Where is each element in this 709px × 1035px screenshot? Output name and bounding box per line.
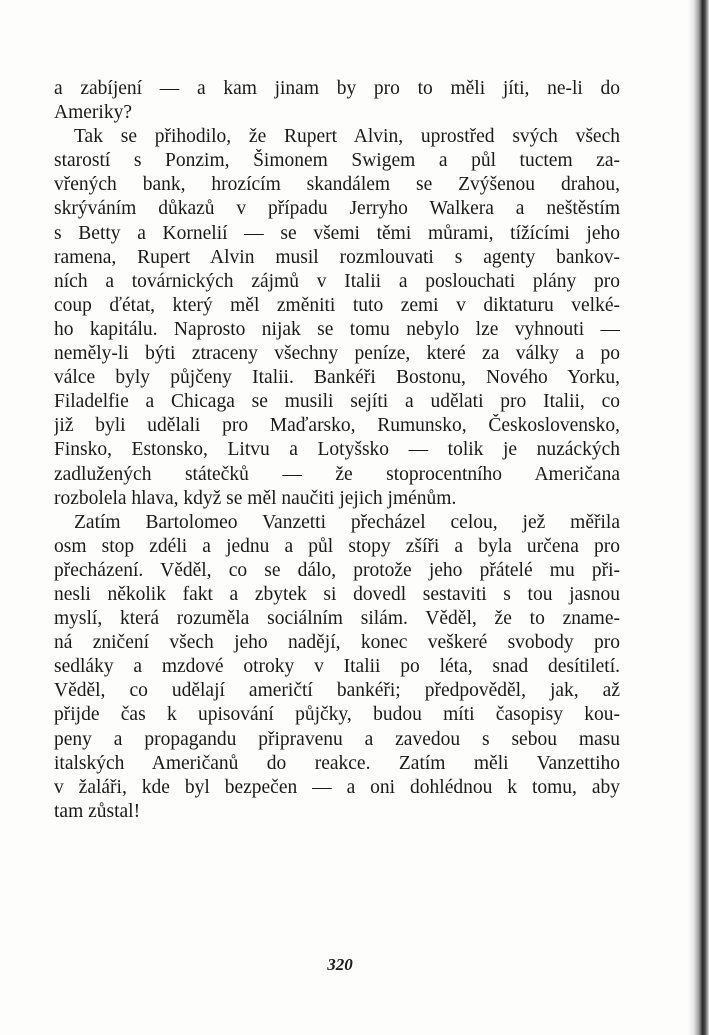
body-text [54, 77, 620, 824]
text-line: a zabíjení — a kam jinam by pro to měli jíti, ne-li do [54, 78, 620, 99]
book-binding-edge [687, 0, 709, 1035]
text-line: skrýváním důkazů v případu Jerryho Walkera a neštěstím [54, 198, 620, 220]
page-number: 320 [327, 955, 353, 974]
text-line: ních a továrnických zájmů v Italii a poslouchati plány pro [54, 270, 620, 292]
text-line: Finsko, Estonsko, Litvu a Lotyšsko — tolik je nuzáckých [54, 439, 620, 461]
text-line: myslí, která rozuměla sociálním silám. Věděl, že to zname- [54, 608, 620, 630]
text-line: rozbolela hlava, když se měl naučiti jejich jménům. [54, 487, 457, 509]
text-line: nesli několik fakt a zbytek si dovedl sestaviti s tou jasnou [54, 583, 620, 605]
text-line: neměly-li býti ztraceny všechny peníze, které za války a po [54, 343, 620, 365]
text-line: zadlužených státečků — že stoprocentního Američana [54, 463, 620, 485]
text-line: Věděl, co udělají američtí bankéři; předpověděl, jak, až [54, 680, 620, 702]
text-line: sedláky a mzdové otroky v Italii po léta, snad desítiletí. [54, 656, 620, 678]
text-line: ná zničení všech jeho nadějí, konec veškeré svobody pro [54, 632, 620, 654]
text-line: Filadelfie a Chicaga se musili sejíti a udělati pro Italii, co [54, 391, 620, 413]
text-line: s Betty a Kornelií — se všemi těmi můrami, tížícími jeho [54, 222, 620, 244]
text-line: starostí s Ponzim, Šimonem Swigem a půl tuctem za- [54, 150, 620, 172]
text-line: vřených bank, hrozícím skandálem se Zvýšenou drahou, [54, 174, 620, 196]
text-line: coup ďétat, který měl změniti tuto zemi v diktaturu velké- [54, 294, 620, 316]
text-line: Ameriky? [54, 102, 132, 124]
text-line: ramena, Rupert Alvin musil rozmlouvati s agenty bankov- [54, 246, 620, 268]
text-line: ho kapitálu. Naprosto nijak se tomu nebylo lze vyhnouti — [54, 318, 620, 340]
text-line: válce byly půjčeny Italii. Bankéři Bostonu, Nového Yorku, [54, 367, 620, 389]
text-line: v žaláři, kde byl bezpečen — a oni dohlédnou k tomu, aby [54, 776, 620, 798]
text-line: přecházení. Věděl, co se dálo, protože jeho přátelé mu při- [54, 559, 620, 581]
text-line: italských Američanů do reakce. Zatím měli Vanzettiho [54, 752, 620, 774]
text-line: peny a propagandu připravenu a zavedou s sebou masu [54, 728, 620, 750]
text-line: tam zůstal! [54, 800, 141, 822]
text-line: Zatím Bartolomeo Vanzetti přecházel celou, jež měřila [74, 511, 620, 533]
text-line: již byli udělali pro Maďarsko, Rumunsko, Československo, [54, 415, 620, 437]
text-line: přijde čas k upisování půjčky, budou míti časopisy kou- [54, 704, 620, 726]
text-line: osm stop zdéli a jednu a půl stopy zšíři a byla určena pro [54, 535, 620, 557]
text-line: Tak se přihodilo, že Rupert Alvin, uprostřed svých všech [74, 126, 620, 148]
